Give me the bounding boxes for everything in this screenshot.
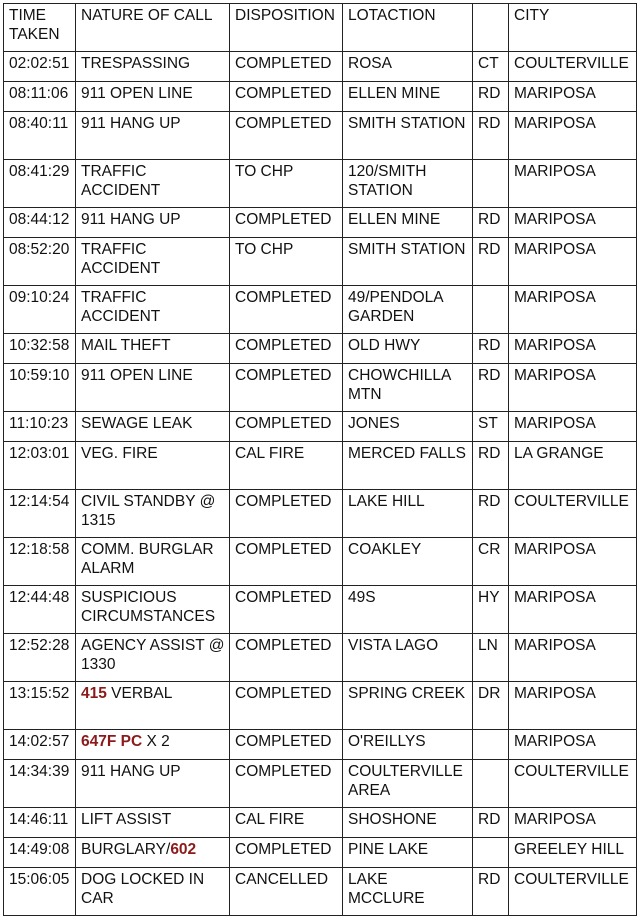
location-cell: PINE LAKE <box>343 838 473 868</box>
location-cell: SPRING CREEK <box>343 682 473 730</box>
disposition-cell: COMPLETED <box>230 82 343 112</box>
city-cell: LA GRANGE <box>509 442 637 490</box>
city-cell: MARIPOSA <box>509 538 637 586</box>
disposition-cell: COMPLETED <box>230 412 343 442</box>
table-row <box>4 238 637 286</box>
city-cell: MARIPOSA <box>509 730 637 760</box>
street-suffix-cell: RD <box>473 868 509 916</box>
nature-of-call-cell: 911 HANG UP <box>76 208 230 238</box>
header-nature-of-call: NATURE OF CALL <box>76 4 230 52</box>
disposition-cell: TO CHP <box>230 238 343 286</box>
city-cell: MARIPOSA <box>509 112 637 160</box>
table-row <box>4 808 637 838</box>
table-row <box>4 412 637 442</box>
nature-of-call-cell: SUSPICIOUS CIRCUMSTANCES <box>76 586 230 634</box>
location-cell: JONES <box>343 412 473 442</box>
time-taken-cell: 08:11:06 <box>4 82 76 112</box>
street-suffix-cell: CR <box>473 538 509 586</box>
location-cell: SMITH STATION <box>343 238 473 286</box>
disposition-cell: COMPLETED <box>230 838 343 868</box>
location-cell: LAKE MCCLURE <box>343 868 473 916</box>
location-cell: ELLEN MINE <box>343 208 473 238</box>
city-cell: MARIPOSA <box>509 208 637 238</box>
header-location: LOTACTION <box>343 4 473 52</box>
street-suffix-cell: RD <box>473 208 509 238</box>
nature-of-call-cell: 911 HANG UP <box>76 760 230 808</box>
city-cell: COULTERVILLE <box>509 760 637 808</box>
disposition-cell: COMPLETED <box>230 112 343 160</box>
nature-of-call-cell: 911 OPEN LINE <box>76 364 230 412</box>
nature-of-call-cell: 911 HANG UP <box>76 112 230 160</box>
city-cell: MARIPOSA <box>509 160 637 208</box>
location-cell: CHOWCHILLA MTN <box>343 364 473 412</box>
location-cell: OLD HWY <box>343 334 473 364</box>
city-cell: COULTERVILLE <box>509 52 637 82</box>
city-cell: MARIPOSA <box>509 364 637 412</box>
table-row <box>4 682 637 730</box>
time-taken-cell: 10:32:58 <box>4 334 76 364</box>
nature-of-call-cell: TRAFFIC ACCIDENT <box>76 238 230 286</box>
nature-of-call-cell: VEG. FIRE <box>76 442 230 490</box>
city-cell: MARIPOSA <box>509 82 637 112</box>
time-taken-cell: 08:41:29 <box>4 160 76 208</box>
time-taken-cell: 09:10:24 <box>4 286 76 334</box>
street-suffix-cell: RD <box>473 490 509 538</box>
penal-code: 647F PC <box>81 733 143 750</box>
city-cell: COULTERVILLE <box>509 490 637 538</box>
city-cell: MARIPOSA <box>509 682 637 730</box>
city-cell: MARIPOSA <box>509 808 637 838</box>
time-taken-cell: 12:44:48 <box>4 586 76 634</box>
city-cell: GREELEY HILL <box>509 838 637 868</box>
time-taken-cell: 14:34:39 <box>4 760 76 808</box>
location-cell: SMITH STATION <box>343 112 473 160</box>
table-row <box>4 538 637 586</box>
street-suffix-cell: RD <box>473 112 509 160</box>
table-row <box>4 364 637 412</box>
header-row <box>4 4 637 52</box>
penal-code: 602 <box>170 841 197 858</box>
disposition-cell: COMPLETED <box>230 334 343 364</box>
nature-of-call-cell <box>76 730 230 760</box>
time-taken-cell: 14:49:08 <box>4 838 76 868</box>
time-taken-cell: 12:18:58 <box>4 538 76 586</box>
disposition-cell: COMPLETED <box>230 586 343 634</box>
nature-of-call-cell: TRAFFIC ACCIDENT <box>76 286 230 334</box>
table-row <box>4 760 637 808</box>
city-cell: MARIPOSA <box>509 586 637 634</box>
table-row <box>4 490 637 538</box>
table-row <box>4 208 637 238</box>
table-row <box>4 52 637 82</box>
location-cell: COAKLEY <box>343 538 473 586</box>
time-taken-cell: 02:02:51 <box>4 52 76 82</box>
city-cell: MARIPOSA <box>509 238 637 286</box>
nature-of-call-cell <box>76 838 230 868</box>
city-cell: MARIPOSA <box>509 412 637 442</box>
nature-of-call-cell <box>76 682 230 730</box>
location-cell: ROSA <box>343 52 473 82</box>
street-suffix-cell: RD <box>473 808 509 838</box>
nature-of-call-cell: DOG LOCKED IN CAR <box>76 868 230 916</box>
nature-of-call-cell: TRESPASSING <box>76 52 230 82</box>
header-city: CITY <box>509 4 637 52</box>
street-suffix-cell <box>473 286 509 334</box>
street-suffix-cell: RD <box>473 334 509 364</box>
nature-of-call-cell: CIVIL STANDBY @ 1315 <box>76 490 230 538</box>
time-taken-cell: 08:40:11 <box>4 112 76 160</box>
nature-of-call-cell: 911 OPEN LINE <box>76 82 230 112</box>
header-disposition: DISPOSITION <box>230 4 343 52</box>
table-row <box>4 634 637 682</box>
disposition-cell: COMPLETED <box>230 760 343 808</box>
time-taken-cell: 14:46:11 <box>4 808 76 838</box>
street-suffix-cell: RD <box>473 364 509 412</box>
time-taken-cell: 13:15:52 <box>4 682 76 730</box>
street-suffix-cell: RD <box>473 442 509 490</box>
disposition-cell: TO CHP <box>230 160 343 208</box>
location-cell: VISTA LAGO <box>343 634 473 682</box>
time-taken-cell: 15:06:05 <box>4 868 76 916</box>
nature-of-call-cell: MAIL THEFT <box>76 334 230 364</box>
disposition-cell: COMPLETED <box>230 286 343 334</box>
disposition-cell: CAL FIRE <box>230 808 343 838</box>
location-cell: SHOSHONE <box>343 808 473 838</box>
table-row <box>4 730 637 760</box>
table-row <box>4 286 637 334</box>
street-suffix-cell <box>473 838 509 868</box>
nature-text: BURGLARY/ <box>81 841 171 858</box>
disposition-cell: COMPLETED <box>230 538 343 586</box>
time-taken-cell: 08:52:20 <box>4 238 76 286</box>
street-suffix-cell: HY <box>473 586 509 634</box>
nature-of-call-cell: AGENCY ASSIST @ 1330 <box>76 634 230 682</box>
location-cell: 49S <box>343 586 473 634</box>
disposition-cell: COMPLETED <box>230 364 343 412</box>
table-row <box>4 586 637 634</box>
disposition-cell: COMPLETED <box>230 490 343 538</box>
location-cell: 120/SMITH STATION <box>343 160 473 208</box>
location-cell: COULTERVILLE AREA <box>343 760 473 808</box>
nature-text: X 2 <box>142 733 170 750</box>
location-cell: ELLEN MINE <box>343 82 473 112</box>
table-row <box>4 112 637 160</box>
disposition-cell: COMPLETED <box>230 208 343 238</box>
street-suffix-cell: LN <box>473 634 509 682</box>
street-suffix-cell <box>473 730 509 760</box>
nature-of-call-cell: SEWAGE LEAK <box>76 412 230 442</box>
disposition-cell: CAL FIRE <box>230 442 343 490</box>
street-suffix-cell: CT <box>473 52 509 82</box>
time-taken-cell: 08:44:12 <box>4 208 76 238</box>
disposition-cell: COMPLETED <box>230 52 343 82</box>
nature-of-call-cell: LIFT ASSIST <box>76 808 230 838</box>
street-suffix-cell <box>473 760 509 808</box>
time-taken-cell: 10:59:10 <box>4 364 76 412</box>
disposition-cell: COMPLETED <box>230 682 343 730</box>
city-cell: COULTERVILLE <box>509 868 637 916</box>
disposition-cell: CANCELLED <box>230 868 343 916</box>
city-cell: MARIPOSA <box>509 634 637 682</box>
location-cell: MERCED FALLS <box>343 442 473 490</box>
table-row <box>4 838 637 868</box>
disposition-cell: COMPLETED <box>230 634 343 682</box>
location-cell: 49/PENDOLA GARDEN <box>343 286 473 334</box>
table-row <box>4 82 637 112</box>
table-row <box>4 868 637 916</box>
table-row <box>4 442 637 490</box>
city-cell: MARIPOSA <box>509 334 637 364</box>
street-suffix-cell: RD <box>473 82 509 112</box>
table-row <box>4 334 637 364</box>
call-log-table <box>3 3 637 916</box>
street-suffix-cell <box>473 160 509 208</box>
time-taken-cell: 14:02:57 <box>4 730 76 760</box>
header-suffix <box>473 4 509 52</box>
time-taken-cell: 12:14:54 <box>4 490 76 538</box>
time-taken-cell: 11:10:23 <box>4 412 76 442</box>
street-suffix-cell: DR <box>473 682 509 730</box>
time-taken-cell: 12:52:28 <box>4 634 76 682</box>
nature-text: VERBAL <box>106 685 173 702</box>
disposition-cell: COMPLETED <box>230 730 343 760</box>
street-suffix-cell: ST <box>473 412 509 442</box>
location-cell: LAKE HILL <box>343 490 473 538</box>
nature-of-call-cell: COMM. BURGLAR ALARM <box>76 538 230 586</box>
penal-code: 415 <box>81 685 107 702</box>
street-suffix-cell: RD <box>473 238 509 286</box>
time-taken-cell: 12:03:01 <box>4 442 76 490</box>
city-cell: MARIPOSA <box>509 286 637 334</box>
location-cell: O'REILLYS <box>343 730 473 760</box>
nature-of-call-cell: TRAFFIC ACCIDENT <box>76 160 230 208</box>
header-time-taken: TIME TAKEN <box>4 4 76 52</box>
table-row <box>4 160 637 208</box>
